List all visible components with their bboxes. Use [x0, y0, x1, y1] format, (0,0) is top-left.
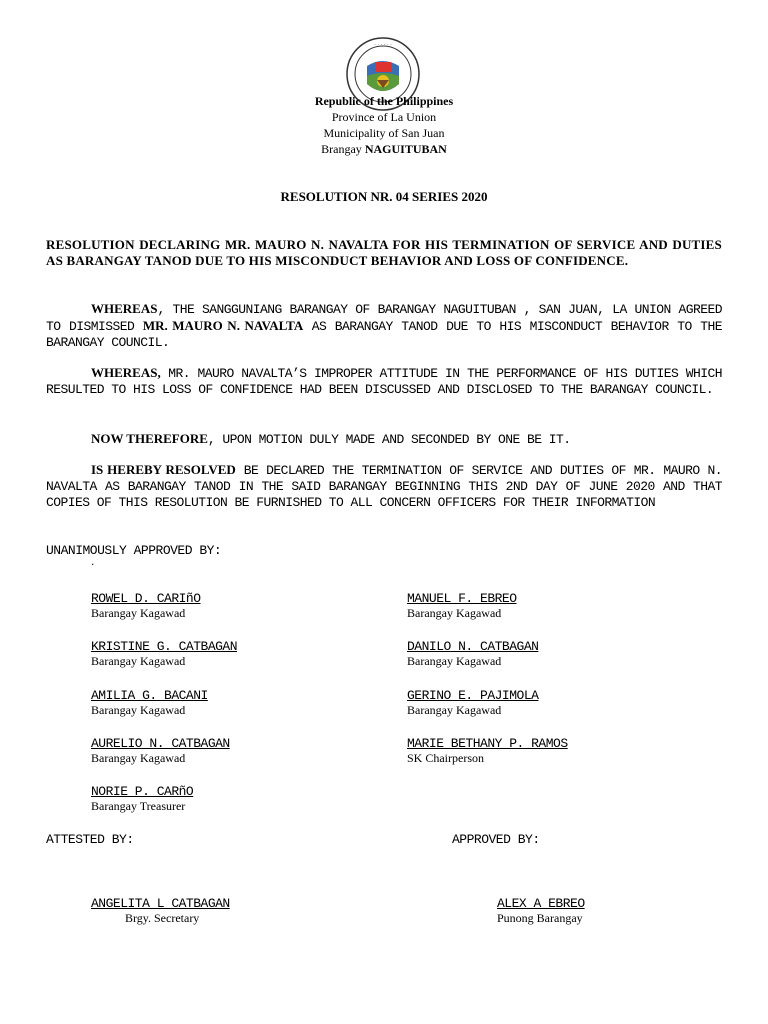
punong-role: Punong Barangay: [497, 911, 583, 925]
p1-lead: WHEREAS: [91, 301, 158, 316]
barangay-line: [0, 141, 768, 157]
signatory-right-3: [407, 688, 538, 718]
signatory-name: MARIE BETHANY P. RAMOS: [407, 736, 568, 751]
signatory-role: Barangay Kagawad: [407, 654, 502, 668]
unanimously-approved-label: UNANIMOUSLY APPROVED BY:: [46, 543, 222, 558]
signatory-left-5: [91, 784, 193, 814]
signatory-role: Barangay Kagawad: [407, 703, 502, 717]
p1-text-a: , THE SANGGUNIANG BARANGAY OF BARANGAY NAGUITUBAN , SAN JUAN, LA UNION AGREED TO DISMISSED: [46, 302, 722, 334]
signatory-role: Barangay Kagawad: [91, 606, 186, 620]
whereas-paragraph-2: [46, 365, 722, 398]
signatory-name: AURELIO N. CATBAGAN: [91, 736, 230, 751]
resolution-number: RESOLUTION NR. 04 SERIES 2020: [280, 189, 488, 204]
barangay-name: NAGUITUBAN: [364, 142, 447, 156]
p3-lead: NOW THEREFORE: [91, 431, 208, 446]
country-heading: Republic of the Philippines: [314, 94, 454, 108]
signatory-left-4: [91, 736, 230, 766]
signatory-role: Barangay Kagawad: [91, 654, 186, 668]
stray-mark: .: [90, 558, 95, 568]
resolution-title: RESOLUTION DECLARING MR. MAURO N. NAVALTA FOR HIS TERMINATION OF SERVICE AND DUTIES AS BARANGAY TANOD DUE TO HIS MISCONDUCT BEHAVIOR AND LOSS OF CONFIDENCE.: [46, 237, 722, 268]
signatory-name: DANILO N. CATBAGAN: [407, 639, 539, 654]
signatory-role: Barangay Treasurer: [91, 799, 186, 813]
signatory-name: NORIE P. CARñO: [91, 784, 194, 799]
signatory-name: ROWEL D. CARIñO: [91, 591, 201, 606]
attested-by-label: ATTESTED BY:: [46, 832, 134, 847]
secretary-role: Brgy. Secretary: [125, 911, 200, 925]
p2-text: MR. MAURO NAVALTA’S IMPROPER ATTITUDE IN THE PERFORMANCE OF HIS DUTIES WHICH RESULTED TO HIS LOSS OF CONFIDENCE HAD BEEN DISCUSSED AND DISCLOSED TO THE BARANGAY COUNCIL.: [46, 366, 722, 397]
signatory-role: Barangay Kagawad: [91, 751, 186, 765]
signatory-name: AMILIA G. BACANI: [91, 688, 208, 703]
signatory-left-2: [91, 639, 237, 669]
p4-lead: IS HEREBY RESOLVED: [91, 462, 236, 477]
p3-text: , UPON MOTION DULY MADE AND SECONDED BY ONE BE IT.: [207, 432, 571, 447]
signatory-role: Barangay Kagawad: [407, 606, 502, 620]
signatory-role: SK Chairperson: [407, 751, 484, 765]
p2-lead: WHEREAS,: [91, 365, 161, 380]
signatory-name: GERINO E. PAJIMOLA: [407, 688, 539, 703]
whereas-paragraph-1: [46, 301, 722, 351]
now-therefore-paragraph: [46, 431, 722, 448]
signatory-right-1: [407, 591, 517, 621]
punong-signatory: [497, 896, 585, 926]
signatory-left-3: [91, 688, 208, 718]
signatory-right-4: [407, 736, 568, 766]
signatory-name: KRISTINE G. CATBAGAN: [91, 639, 238, 654]
municipality-line: Municipality of San Juan: [323, 126, 445, 140]
signatory-name: MANUEL F. EBREO: [407, 591, 517, 606]
secretary-name: ANGELITA L CATBAGAN: [91, 896, 230, 911]
p1-text-b: AS BARANGAY TANOD DUE TO HIS MISCONDUCT BEHAVIOR TO THE BARANGAY COUNCIL.: [46, 319, 722, 350]
p1-name: MR. MAURO N. NAVALTA: [142, 318, 304, 333]
barangay-prefix: Brangay: [321, 142, 365, 156]
svg-text:· · · · · ·: · · · · · ·: [374, 42, 392, 48]
secretary-signatory: [91, 896, 230, 926]
signatory-right-2: [407, 639, 538, 669]
resolved-paragraph: [46, 462, 722, 511]
approved-by-label: APPROVED BY:: [452, 832, 540, 847]
signatory-left-1: [91, 591, 201, 621]
signatory-role: Barangay Kagawad: [91, 703, 186, 717]
province-line: Province of La Union: [331, 110, 437, 124]
p4-text: BE DECLARED THE TERMINATION OF SERVICE AND DUTIES OF MR. MAURO N. NAVALTA AS BARANGAY TANOD IN THE SAID BARANGAY BEGINNING THIS 2ND DAY OF JUNE 2020 AND THAT COPIES OF THIS RESOLUTION BE FURNISHED TO ALL CONCERN OFFICERS FOR THEIR INFORMATION: [46, 463, 722, 510]
punong-name: ALEX A EBREO: [497, 896, 585, 911]
